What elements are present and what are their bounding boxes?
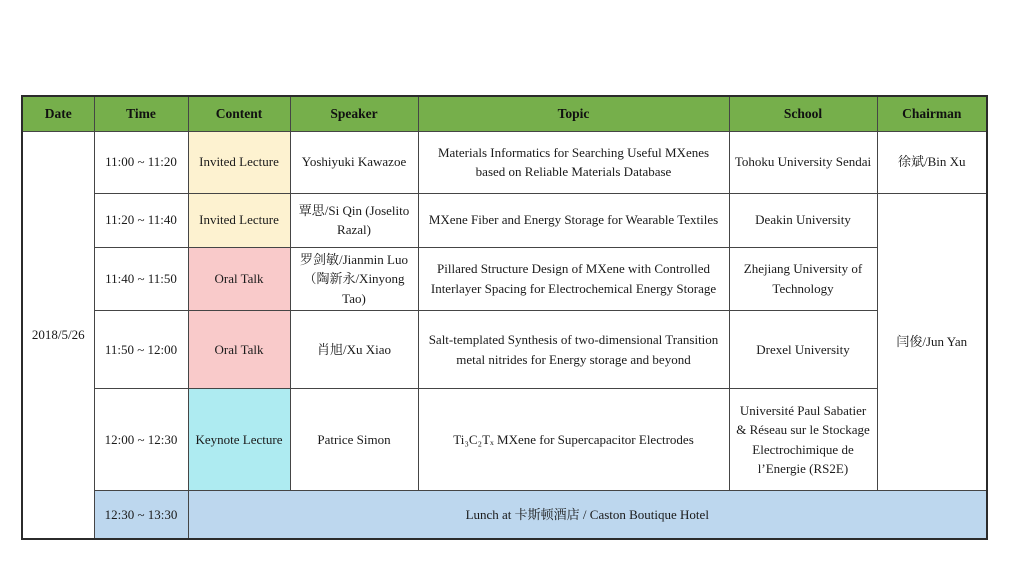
header-chairman: Chairman bbox=[877, 96, 987, 131]
date-cell: 2018/5/26 bbox=[22, 131, 94, 539]
topic-cell: MXene Fiber and Energy Storage for Wearable Textiles bbox=[418, 193, 729, 247]
speaker-cell: Yoshiyuki Kawazoe bbox=[290, 131, 418, 193]
conference-schedule-table bbox=[21, 95, 988, 540]
time-cell: 12:00 ~ 12:30 bbox=[94, 389, 188, 491]
header-speaker: Speaker bbox=[290, 96, 418, 131]
header-date: Date bbox=[22, 96, 94, 131]
topic-cell: Ti₃C₂Tₓ MXene for Supercapacitor Electrodes bbox=[418, 389, 729, 491]
school-cell: Deakin University bbox=[729, 193, 877, 247]
header-topic: Topic bbox=[418, 96, 729, 131]
session-row bbox=[22, 193, 987, 247]
speaker-cell: 罗剑敏/Jianmin Luo （陶新永/Xinyong Tao) bbox=[290, 247, 418, 311]
content-type-cell: Keynote Lecture bbox=[188, 389, 290, 491]
session-row bbox=[22, 247, 987, 311]
header-row bbox=[22, 96, 987, 131]
topic-cell: Pillared Structure Design of MXene with Controlled Interlayer Spacing for Electrochemical Energy Storage bbox=[418, 247, 729, 311]
lunch-cell: Lunch at 卡斯顿酒店 / Caston Boutique Hotel bbox=[188, 491, 987, 539]
topic-cell: Salt-templated Synthesis of two-dimensional Transition metal nitrides for Energy storage and beyond bbox=[418, 311, 729, 389]
content-type-cell: Invited Lecture bbox=[188, 131, 290, 193]
speaker-cell: 覃思/Si Qin (Joselito Razal) bbox=[290, 193, 418, 247]
lunch-row bbox=[22, 491, 987, 539]
content-type-cell: Oral Talk bbox=[188, 311, 290, 389]
header-content: Content bbox=[188, 96, 290, 131]
time-cell: 11:50 ~ 12:00 bbox=[94, 311, 188, 389]
school-cell: Tohoku University Sendai bbox=[729, 131, 877, 193]
topic-cell: Materials Informatics for Searching Useful MXenes based on Reliable Materials Database bbox=[418, 131, 729, 193]
school-cell: Drexel University bbox=[729, 311, 877, 389]
content-type-cell: Invited Lecture bbox=[188, 193, 290, 247]
school-cell: Université Paul Sabatier & Réseau sur le Stockage Electrochimique de l’Energie (RS2E) bbox=[729, 389, 877, 491]
chairman-cell: 闫俊/Jun Yan bbox=[877, 193, 987, 491]
chairman-cell: 徐斌/Bin Xu bbox=[877, 131, 987, 193]
session-row bbox=[22, 131, 987, 193]
time-cell: 11:00 ~ 11:20 bbox=[94, 131, 188, 193]
content-type-cell: Oral Talk bbox=[188, 247, 290, 311]
time-cell: 11:40 ~ 11:50 bbox=[94, 247, 188, 311]
time-cell: 11:20 ~ 11:40 bbox=[94, 193, 188, 247]
header-school: School bbox=[729, 96, 877, 131]
session-row bbox=[22, 389, 987, 491]
speaker-cell: Patrice Simon bbox=[290, 389, 418, 491]
time-cell: 12:30 ~ 13:30 bbox=[94, 491, 188, 539]
speaker-cell: 肖旭/Xu Xiao bbox=[290, 311, 418, 389]
session-row bbox=[22, 311, 987, 389]
header-time: Time bbox=[94, 96, 188, 131]
school-cell: Zhejiang University of Technology bbox=[729, 247, 877, 311]
